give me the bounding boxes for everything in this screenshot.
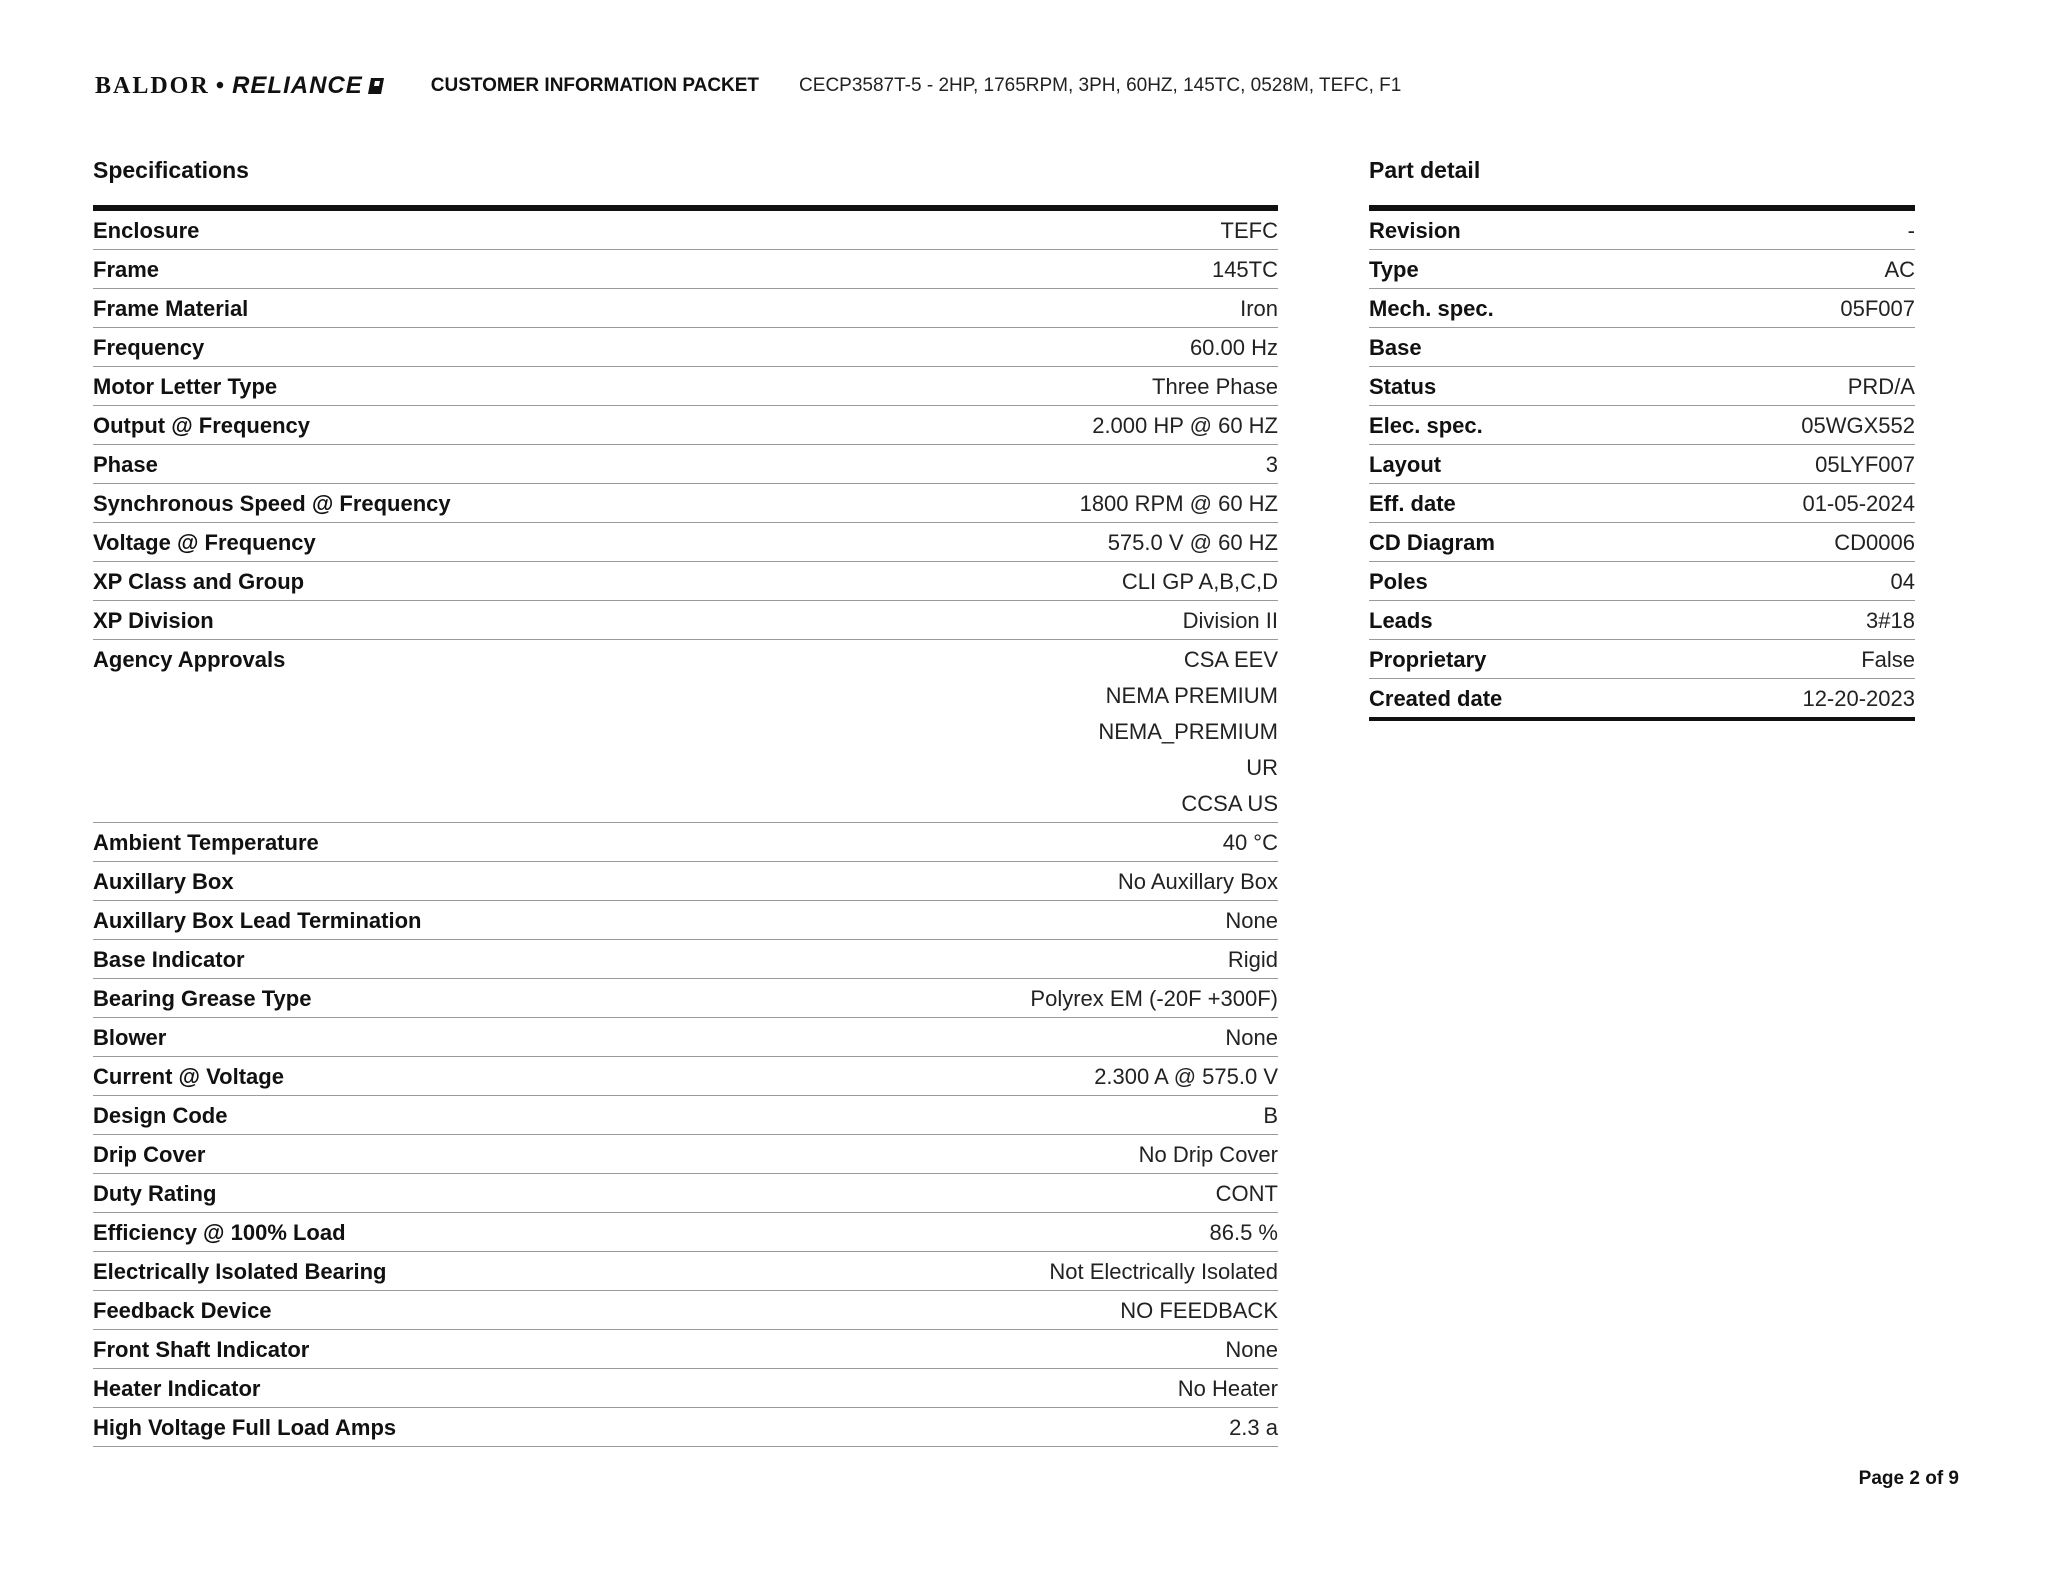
row-value (1178, 1377, 1278, 1400)
row-value (1884, 258, 1915, 281)
row-label: Electrically Isolated Bearing (93, 1259, 387, 1284)
part-detail-row (1369, 640, 1915, 679)
row-value-line: 05WGX552 (1801, 413, 1915, 438)
spec-row (93, 1408, 1278, 1447)
row-value (1229, 1416, 1278, 1439)
row-value-line: 3#18 (1866, 608, 1915, 633)
row-value-line: 04 (1890, 569, 1915, 594)
row-value (1049, 1260, 1278, 1283)
row-value (1183, 609, 1278, 632)
row-value (1240, 297, 1278, 320)
row-value-line: 86.5 % (1209, 1220, 1278, 1245)
row-value-line: - (1907, 218, 1915, 243)
row-value (1030, 987, 1278, 1010)
row-value-line: B (1263, 1103, 1278, 1128)
part-detail-row (1369, 523, 1915, 562)
row-label: Created date (1369, 686, 1503, 711)
part-detail-row (1369, 406, 1915, 445)
part-detail-row (1369, 289, 1915, 328)
row-value-line: NO FEEDBACK (1120, 1298, 1278, 1323)
document-header (95, 72, 1401, 100)
row-label: Poles (1369, 569, 1428, 594)
row-value (1891, 570, 1915, 593)
row-value (1098, 648, 1278, 815)
row-value (1815, 453, 1915, 476)
spec-row (93, 1174, 1278, 1213)
spec-row (93, 1291, 1278, 1330)
row-value-line: 40 °C (1222, 830, 1278, 855)
logo-baldor-text: BALDOR (95, 72, 210, 99)
row-value-line: 2.000 HP @ 60 HZ (1092, 413, 1278, 438)
row-label: Front Shaft Indicator (93, 1337, 310, 1362)
row-label: Layout (1369, 452, 1442, 477)
row-value-line: 575.0 V @ 60 HZ (1107, 530, 1278, 555)
row-value (1118, 870, 1278, 893)
row-value-line: 1800 RPM @ 60 HZ (1079, 491, 1278, 516)
row-label: Base (1369, 335, 1422, 360)
page-number: Page 2 of 9 (1858, 1468, 1959, 1489)
row-value-line: 2.3 a (1229, 1415, 1278, 1440)
row-value-line: Three Phase (1152, 374, 1278, 399)
row-value (1122, 570, 1278, 593)
row-label: Drip Cover (93, 1142, 206, 1167)
spec-row (93, 406, 1278, 445)
spec-row (93, 601, 1278, 640)
spec-row (93, 523, 1278, 562)
spec-row (93, 562, 1278, 601)
row-value (1802, 492, 1915, 515)
row-value (1210, 1221, 1279, 1244)
spec-row (93, 1330, 1278, 1369)
spec-row (93, 1213, 1278, 1252)
row-value (1263, 1104, 1278, 1127)
row-value-line: CLI GP A,B,C,D (1121, 569, 1278, 594)
row-value (1120, 1299, 1278, 1322)
part-detail-row (1369, 601, 1915, 640)
row-value (1094, 1065, 1278, 1088)
row-value (1212, 258, 1278, 281)
row-value-line: No Heater (1177, 1376, 1278, 1401)
row-value (1216, 1182, 1278, 1205)
row-value-line: None (1225, 1337, 1278, 1362)
row-value (1221, 219, 1278, 242)
row-value (1152, 375, 1278, 398)
row-label: Revision (1369, 218, 1461, 243)
row-value-line: CCSA US (1181, 791, 1278, 816)
row-label: Frame Material (93, 296, 249, 321)
row-value-line: 01-05-2024 (1802, 491, 1915, 516)
row-value (1802, 687, 1915, 710)
part-detail-row (1369, 679, 1915, 717)
spec-row (93, 640, 1278, 823)
row-label: Heater Indicator (93, 1376, 261, 1401)
row-value (1801, 414, 1915, 437)
row-label: Voltage @ Frequency (93, 530, 316, 555)
row-label: Feedback Device (93, 1298, 272, 1323)
row-label: Frame (93, 257, 160, 282)
row-value-line: NEMA PREMIUM (1105, 683, 1278, 708)
row-value-line: CONT (1215, 1181, 1278, 1206)
row-label: Ambient Temperature (93, 830, 319, 855)
row-value-line: AC (1884, 257, 1915, 282)
packet-title: CUSTOMER INFORMATION PACKET (430, 75, 760, 96)
row-value-line: Not Electrically Isolated (1049, 1259, 1278, 1284)
row-value (1225, 1338, 1278, 1361)
spec-row (93, 1057, 1278, 1096)
row-label: Duty Rating (93, 1181, 217, 1206)
row-label: Efficiency @ 100% Load (93, 1220, 346, 1245)
row-label: Auxillary Box Lead Termination (93, 908, 422, 933)
part-detail-row (1369, 562, 1915, 601)
row-label: Enclosure (93, 218, 200, 243)
row-value (1225, 909, 1278, 932)
spec-row (93, 1018, 1278, 1057)
row-value (1228, 948, 1278, 971)
row-value-line: TEFC (1220, 218, 1278, 243)
row-value-line: 3 (1265, 452, 1278, 477)
part-detail-table (1369, 205, 1915, 721)
row-value-line: PRD/A (1847, 374, 1915, 399)
spec-row (93, 862, 1278, 901)
row-value-line: 12-20-2023 (1802, 686, 1915, 711)
row-label: Proprietary (1369, 647, 1487, 672)
row-label: Current @ Voltage (93, 1064, 284, 1089)
row-value-line: No Drip Cover (1138, 1142, 1278, 1167)
spec-row (93, 289, 1278, 328)
spec-row (93, 979, 1278, 1018)
row-label: Synchronous Speed @ Frequency (93, 491, 451, 516)
row-value-line: NEMA_PREMIUM (1098, 719, 1278, 744)
part-detail-row (1369, 250, 1915, 289)
logo-reliance-text: RELIANCE (232, 72, 363, 99)
spec-row (93, 1096, 1278, 1135)
row-label: Leads (1369, 608, 1433, 633)
row-value-line: 05LYF007 (1815, 452, 1915, 477)
row-label: Base Indicator (93, 947, 245, 972)
spec-row (93, 484, 1278, 523)
row-value-line: 60.00 Hz (1189, 335, 1278, 360)
row-label: XP Class and Group (93, 569, 305, 594)
part-detail-row (1369, 367, 1915, 406)
row-label: Bearing Grease Type (93, 986, 312, 1011)
row-value-line: CD0006 (1834, 530, 1915, 555)
row-value-line: None (1225, 908, 1278, 933)
spec-row (93, 1252, 1278, 1291)
row-value-line: 2.300 A @ 575.0 V (1094, 1064, 1278, 1089)
part-detail-row (1369, 484, 1915, 523)
row-value (1908, 219, 1915, 242)
spec-row (93, 250, 1278, 289)
spec-row (93, 445, 1278, 484)
row-value (1266, 453, 1278, 476)
spec-row (93, 1135, 1278, 1174)
row-value-line: False (1861, 647, 1915, 672)
row-label: Type (1369, 257, 1419, 282)
row-value-line: Iron (1240, 296, 1278, 321)
row-label: Status (1369, 374, 1437, 399)
row-value-line: 05F007 (1840, 296, 1915, 321)
row-label: Blower (93, 1025, 167, 1050)
row-label: Output @ Frequency (93, 413, 311, 438)
logo-separator: • (215, 72, 227, 99)
row-label: Agency Approvals (93, 647, 286, 672)
specifications-title: Specifications (93, 157, 249, 183)
row-value (1840, 297, 1915, 320)
spec-row (93, 940, 1278, 979)
row-value-line: No Auxillary Box (1117, 869, 1278, 894)
spec-row (93, 823, 1278, 862)
row-value (1080, 492, 1278, 515)
part-detail-row (1369, 445, 1915, 484)
row-label: Eff. date (1369, 491, 1456, 516)
part-detail-row (1369, 211, 1915, 250)
spec-row (93, 901, 1278, 940)
row-value-line: None (1225, 1025, 1278, 1050)
row-value-line: Rigid (1227, 947, 1278, 972)
row-label: Frequency (93, 335, 205, 360)
row-label: Auxillary Box (93, 869, 234, 894)
row-label: Phase (93, 452, 158, 477)
row-value (1225, 1026, 1278, 1049)
row-label: Motor Letter Type (93, 374, 278, 399)
row-label: High Voltage Full Load Amps (93, 1415, 397, 1440)
row-value (1223, 831, 1278, 854)
row-label: Mech. spec. (1369, 296, 1494, 321)
spec-row (93, 1369, 1278, 1408)
spec-row (93, 328, 1278, 367)
row-label: CD Diagram (1369, 530, 1495, 555)
baldor-reliance-logo (95, 72, 385, 100)
reliance-mark-icon (367, 77, 385, 95)
row-label: Design Code (93, 1103, 228, 1128)
row-label: Elec. spec. (1369, 413, 1483, 438)
part-detail-title: Part detail (1369, 157, 1481, 183)
row-value (1190, 336, 1278, 359)
row-value-line: Polyrex EM (-20F +300F) (1030, 986, 1278, 1011)
model-description: CECP3587T-5 - 2HP, 1765RPM, 3PH, 60HZ, 145TC, 0528M, TEFC, F1 (799, 75, 1402, 96)
specifications-table (93, 205, 1278, 1447)
spec-row (93, 211, 1278, 250)
part-detail-row (1369, 328, 1915, 367)
row-label: XP Division (93, 608, 214, 633)
spec-row (93, 367, 1278, 406)
row-value-line: Division II (1182, 608, 1278, 633)
row-value (1092, 414, 1278, 437)
row-value (1108, 531, 1278, 554)
row-value-line: UR (1246, 755, 1278, 780)
row-value-line: CSA EEV (1183, 647, 1278, 672)
row-value (1866, 609, 1915, 632)
row-value (1861, 648, 1915, 671)
row-value (1139, 1143, 1278, 1166)
row-value (1848, 375, 1915, 398)
row-value (1834, 531, 1915, 554)
row-value-line: 145TC (1211, 257, 1278, 282)
